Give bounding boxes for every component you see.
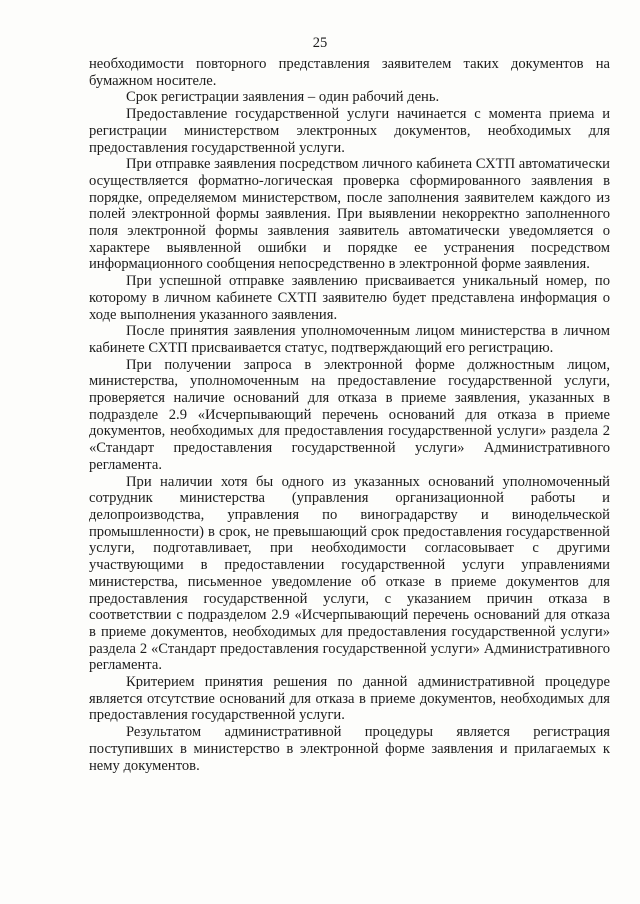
document-body xyxy=(89,56,610,774)
paragraph-service-start: Предоставление государственной услуги начинается с момента приема и регистрации министерством электронных документов, необходимых для предоставления государственной услуги. xyxy=(89,106,610,156)
paragraph-refusal-notice: При наличии хотя бы одного из указанных оснований уполномоченный сотрудник министерства (управления организационной работы и делопроизводства, управления по виноградарству и винодельческой промышленности) в срок, не превышающий срок предоставления государственной услуги, подготавливает, при необходимости согласовывает с другими участвующими в предоставлении государственной услуги управлениями министерства, письменное уведомление об отказе в приеме документов для предоставления государственной услуги, с указанием причин отказа в соответствии с подразделом 2.9 «Исчерпывающий перечень оснований для отказа в приеме документов, необходимых для предоставления государственной услуги» раздела 2 «Стандарт предоставления государственной услуги» Административного регламента. xyxy=(89,473,610,674)
paragraph-registration-term: Срок регистрации заявления – один рабочий день. xyxy=(126,89,440,106)
paragraph-continuation: необходимости повторного представления заявителем таких документов на бумажном носителе. xyxy=(89,56,610,89)
paragraph-status-assignment: После принятия заявления уполномоченным лицом министерства в личном кабинете СХТП присваивается статус, подтверждающий его регистрацию. xyxy=(89,323,610,356)
page-number: 25 xyxy=(312,35,328,51)
paragraph-format-check: При отправке заявления посредством личного кабинета СХТП автоматически осуществляется форматно-логическая проверка сформированного заявления в порядке, определяемом министерством, после заполнения заявителем каждого из полей электронной формы заявления. При выявлении некорректно заполненного поля электронной формы заявления заявитель автоматически уведомляется о характере выявленной ошибки и порядке ее устранения посредством информационного сообщения непосредственно в электронной форме заявления. xyxy=(89,156,610,273)
paragraph-procedure-result: Результатом административной процедуры является регистрация поступивших в министерство в электронной форме заявления и прилагаемых к нему документов. xyxy=(89,724,610,774)
paragraph-grounds-check: При получении запроса в электронной форме должностным лицом, министерства, уполномоченным на предоставление государственной услуги, проверяется наличие оснований для отказа в приеме заявления, указанных в подразделе 2.9 «Исчерпывающий перечень оснований для отказа в приеме документов, необходимых для предоставления государственной услуги» раздела 2 «Стандарт предоставления государственной услуги» Административного регламента. xyxy=(89,356,610,473)
paragraph-decision-criterion: Критерием принятия решения по данной административной процедуре является отсутствие оснований для отказа в приеме документов, необходимых для предоставления государственной услуги. xyxy=(89,674,610,724)
paragraph-unique-number: При успешной отправке заявлению присваивается уникальный номер, по которому в личном кабинете СХТП заявителю будет представлена информация о ходе выполнения указанного заявления. xyxy=(89,273,610,323)
